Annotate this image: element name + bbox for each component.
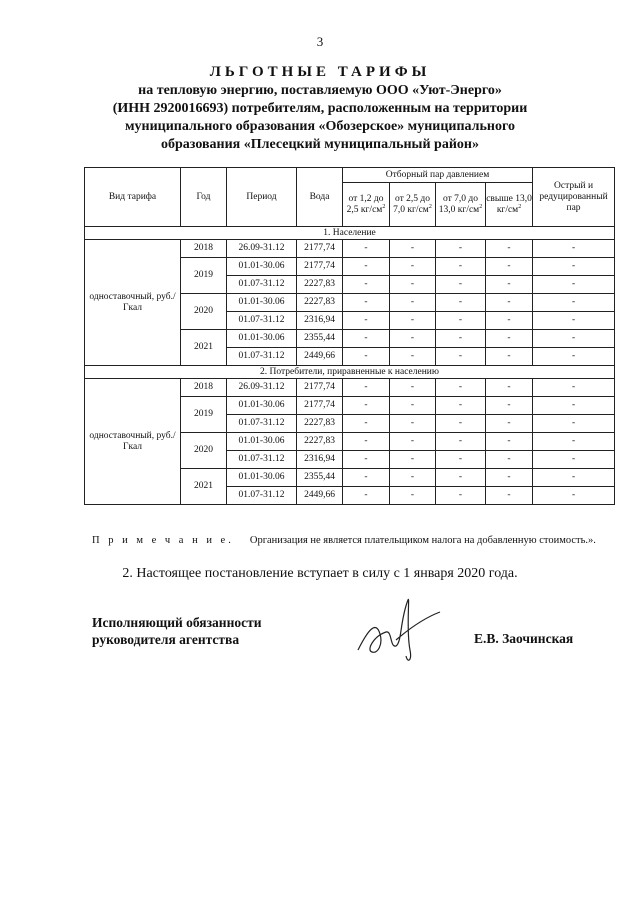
section-title: 1. Население (85, 227, 615, 240)
title-main: ЛЬГОТНЫЕ ТАРИФЫ (209, 64, 431, 80)
dash-cell: - (436, 451, 486, 469)
period-cell: 01.01-30.06 (227, 258, 297, 276)
dash-cell: - (436, 433, 486, 451)
period-cell: 01.07-31.12 (227, 348, 297, 366)
dash-cell: - (486, 312, 533, 330)
water-cell: 2227,83 (297, 276, 343, 294)
water-cell: 2227,83 (297, 415, 343, 433)
dash-cell: - (343, 276, 390, 294)
dash-cell: - (436, 240, 486, 258)
period-cell: 01.07-31.12 (227, 451, 297, 469)
tariffs-table (84, 167, 615, 505)
year-cell: 2018 (181, 379, 227, 397)
dash-cell: - (486, 348, 533, 366)
dash-cell: - (390, 469, 436, 487)
year-cell: 2019 (181, 397, 227, 433)
dash-cell: - (533, 294, 615, 312)
dash-cell: - (533, 451, 615, 469)
dash-cell: - (486, 469, 533, 487)
dash-cell: - (390, 415, 436, 433)
title-line-3: муниципального образования «Обозерское» муниципального (124, 119, 516, 134)
dash-cell: - (486, 294, 533, 312)
water-cell: 2316,94 (297, 312, 343, 330)
year-cell: 2020 (181, 433, 227, 469)
water-cell: 2355,44 (297, 469, 343, 487)
tariff-type-cell: одноставочный, руб./Гкал (85, 379, 181, 505)
dash-cell: - (390, 330, 436, 348)
dash-cell: - (390, 312, 436, 330)
note-text: Организация не является плательщиком налога на добавленную стоимость.». (249, 535, 596, 546)
header-water: Вода (297, 168, 343, 227)
header-tariff-type: Вид тарифа (85, 168, 181, 227)
dash-cell: - (390, 294, 436, 312)
dash-cell: - (390, 451, 436, 469)
dash-cell: - (486, 330, 533, 348)
dash-cell: - (436, 330, 486, 348)
dash-cell: - (390, 258, 436, 276)
dash-cell: - (390, 487, 436, 505)
dash-cell: - (390, 433, 436, 451)
dash-cell: - (533, 330, 615, 348)
dash-cell: - (533, 258, 615, 276)
dash-cell: - (343, 240, 390, 258)
title-line-2: (ИНН 2920016693) потребителям, расположенным на территории (112, 101, 528, 116)
dash-cell: - (486, 451, 533, 469)
section-title: 2. Потребители, приравненные к населению (85, 366, 615, 379)
document-title (60, 62, 580, 154)
dash-cell: - (343, 433, 390, 451)
dash-cell: - (436, 469, 486, 487)
table-note (92, 535, 596, 546)
signatory-position-line-1: Исполняющий обязанности (92, 615, 262, 630)
header-pressure-4: свыше 13,0 $кг/см^2$ (486, 183, 533, 227)
dash-cell: - (390, 240, 436, 258)
dash-cell: - (533, 487, 615, 505)
dash-cell: - (436, 415, 486, 433)
period-cell: 01.07-31.12 (227, 415, 297, 433)
water-cell: 2449,66 (297, 487, 343, 505)
dash-cell: - (533, 379, 615, 397)
dash-cell: - (343, 469, 390, 487)
dash-cell: - (486, 258, 533, 276)
dash-cell: - (390, 348, 436, 366)
period-cell: 01.07-31.12 (227, 276, 297, 294)
water-cell: 2227,83 (297, 433, 343, 451)
header-pressure-1: от 1,2 до 2,5 $кг/см^2$ (343, 183, 390, 227)
period-cell: 01.01-30.06 (227, 330, 297, 348)
dash-cell: - (436, 379, 486, 397)
dash-cell: - (343, 487, 390, 505)
dash-cell: - (436, 258, 486, 276)
dash-cell: - (486, 433, 533, 451)
dash-cell: - (343, 258, 390, 276)
period-cell: 01.01-30.06 (227, 469, 297, 487)
dash-cell: - (343, 397, 390, 415)
effective-date-clause: 2. Настоящее постановление вступает в силу с 1 января 2020 года. (122, 566, 518, 581)
year-cell: 2019 (181, 258, 227, 294)
dash-cell: - (436, 312, 486, 330)
dash-cell: - (343, 330, 390, 348)
water-cell: 2355,44 (297, 330, 343, 348)
year-cell: 2021 (181, 469, 227, 505)
signatory-name: Е.В. Заочинская (474, 631, 574, 646)
dash-cell: - (390, 397, 436, 415)
dash-cell: - (436, 397, 486, 415)
year-cell: 2020 (181, 294, 227, 330)
header-year: Год (181, 168, 227, 227)
dash-cell: - (533, 276, 615, 294)
year-cell: 2021 (181, 330, 227, 366)
dash-cell: - (343, 312, 390, 330)
dash-cell: - (533, 469, 615, 487)
water-cell: 2177,74 (297, 397, 343, 415)
table-row (85, 240, 615, 258)
dash-cell: - (533, 433, 615, 451)
dash-cell: - (436, 276, 486, 294)
page-number: 3 (316, 34, 324, 49)
signatory-position (92, 614, 262, 648)
dash-cell: - (486, 240, 533, 258)
water-cell: 2177,74 (297, 258, 343, 276)
period-cell: 01.01-30.06 (227, 294, 297, 312)
handwritten-signature (350, 590, 450, 670)
water-cell: 2449,66 (297, 348, 343, 366)
title-line-4: образования «Плесецкий муниципальный район» (161, 137, 479, 152)
header-extraction-steam: Отборный пар давлением (343, 168, 533, 183)
dash-cell: - (436, 487, 486, 505)
header-pressure-2: от 2,5 до 7,0 $кг/см^2$ (390, 183, 436, 227)
water-cell: 2316,94 (297, 451, 343, 469)
dash-cell: - (343, 294, 390, 312)
header-sharp-steam: Острый и редуцированный пар (533, 168, 615, 227)
dash-cell: - (533, 240, 615, 258)
section-title-row (85, 227, 615, 240)
header-pressure-3: от 7,0 до 13,0 $кг/см^2$ (436, 183, 486, 227)
tariffs-table-body (85, 227, 615, 505)
dash-cell: - (486, 487, 533, 505)
water-cell: 2177,74 (297, 240, 343, 258)
period-cell: 01.01-30.06 (227, 433, 297, 451)
period-cell: 26.09-31.12 (227, 379, 297, 397)
dash-cell: - (486, 397, 533, 415)
period-cell: 26.09-31.12 (227, 240, 297, 258)
dash-cell: - (533, 415, 615, 433)
section-title-row (85, 366, 615, 379)
table-row (85, 379, 615, 397)
dash-cell: - (486, 276, 533, 294)
dash-cell: - (343, 451, 390, 469)
header-period: Период (227, 168, 297, 227)
dash-cell: - (486, 415, 533, 433)
water-cell: 2177,74 (297, 379, 343, 397)
year-cell: 2018 (181, 240, 227, 258)
tariff-type-cell: одноставочный, руб./Гкал (85, 240, 181, 366)
period-cell: 01.07-31.12 (227, 487, 297, 505)
note-label: П р и м е ч а н и е. (92, 535, 234, 546)
dash-cell: - (436, 348, 486, 366)
dash-cell: - (533, 397, 615, 415)
dash-cell: - (436, 294, 486, 312)
signatory-position-line-2: руководителя агентства (92, 632, 240, 647)
period-cell: 01.07-31.12 (227, 312, 297, 330)
dash-cell: - (343, 348, 390, 366)
dash-cell: - (533, 348, 615, 366)
dash-cell: - (343, 379, 390, 397)
dash-cell: - (390, 379, 436, 397)
dash-cell: - (343, 415, 390, 433)
title-line-1: на тепловую энергию, поставляемую ООО «Уют-Энерго» (138, 83, 502, 98)
dash-cell: - (486, 379, 533, 397)
dash-cell: - (390, 276, 436, 294)
water-cell: 2227,83 (297, 294, 343, 312)
dash-cell: - (533, 312, 615, 330)
period-cell: 01.01-30.06 (227, 397, 297, 415)
